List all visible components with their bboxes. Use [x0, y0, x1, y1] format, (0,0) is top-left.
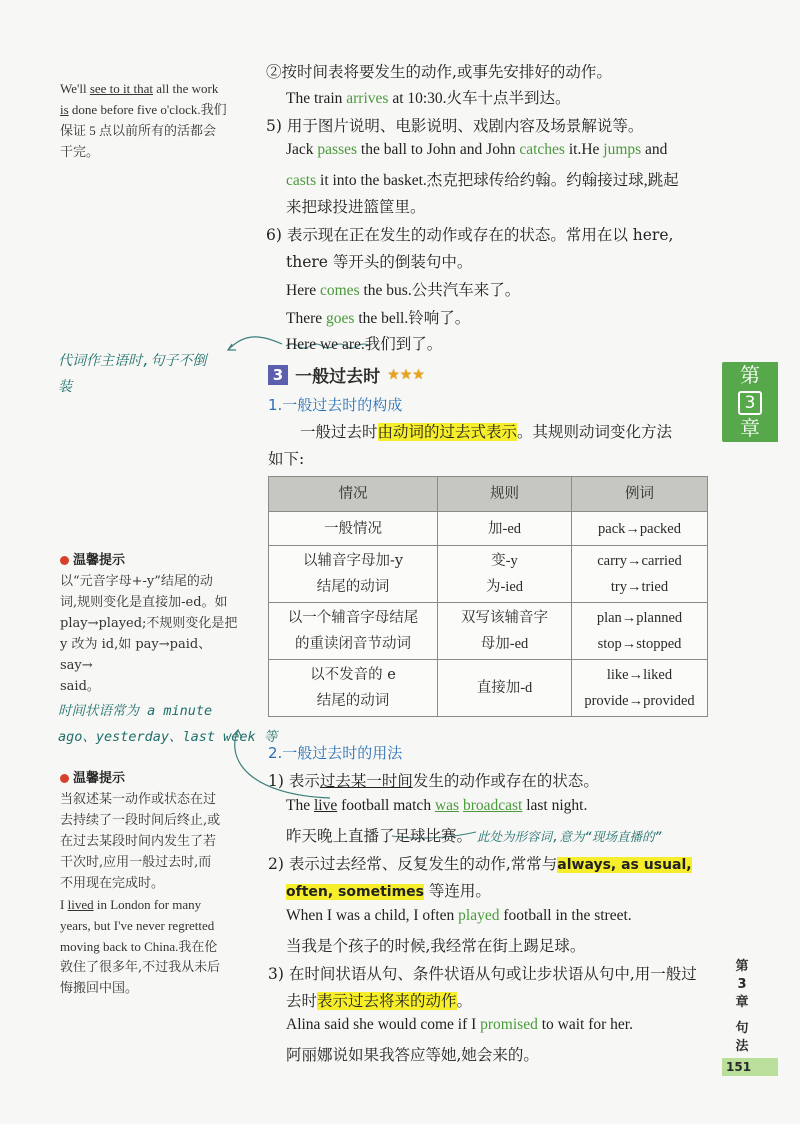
usage-2-line2: often, sometimes 等连用。 — [286, 882, 491, 900]
table-row — [269, 660, 708, 717]
rule-5-example-line3: 来把球投进篮筐里。 — [286, 198, 426, 216]
table-cell-rule: 双写该辅音字 母加-ed — [438, 603, 572, 660]
usage-3-line2: 去时表示过去将来的动作。 — [286, 992, 473, 1010]
rule-2-title: ②按时间表将要发生的动作,或事先安排好的动作。 — [266, 63, 612, 81]
rule-6-example1: Here comes the bus.公共汽车来了。 — [286, 282, 521, 299]
usage-2-example: When I was a child, I often played football in the street. — [286, 907, 632, 924]
regular-verb-rules-table — [268, 476, 708, 717]
rule-5-title: 5) 用于图片说明、电影说明、戏剧内容及场景解说等。 — [266, 117, 644, 135]
table-row — [269, 603, 708, 660]
rule-6-line2: there 等开头的倒装句中。 — [286, 253, 473, 271]
page-number: 151 — [722, 1058, 778, 1076]
section-3-intro: 一般过去时由动词的过去式表示。其规则动词变化方法 — [300, 423, 673, 441]
rule-5-example-line2: casts it into the basket.杰克把球传给约翰。约翰接过球,跳起 — [286, 172, 679, 189]
table-cell-example: carry→carried try→tried — [572, 546, 708, 603]
table-cell-case: 以一个辅音字母结尾 的重读闭音节动词 — [269, 603, 438, 660]
difficulty-stars: ★★★ — [387, 366, 425, 383]
table-cell-rule: 加-ed — [438, 512, 572, 546]
table-cell-rule: 变-y 为-ied — [438, 546, 572, 603]
rule-6-example2: There goes the bell.铃响了。 — [286, 310, 471, 327]
handnote-inverted: 代词作主语时,句子不倒 装 — [58, 353, 207, 395]
table-cell-case: 一般情况 — [269, 512, 438, 546]
usage-1-title: 1) 表示过去某一时间发生的动作或存在的状态。 — [268, 772, 599, 790]
subsection-1-title: 1.一般过去时的构成 — [268, 396, 403, 414]
section-3-intro-cont: 如下: — [268, 450, 305, 468]
section-title: 一般过去时 — [295, 367, 381, 387]
rule-2-example: The train arrives at 10:30.火车十点半到达。 — [286, 90, 571, 107]
rule-6-line1: 6) 表示现在正在发生的动作或存在的状态。常用在以 here, — [266, 226, 674, 244]
usage-2-line1: 2) 表示过去经常、反复发生的动作,常常与always, as usual, — [268, 855, 692, 873]
table-cell-example: like→liked provide→provided — [572, 660, 708, 717]
usage-1-translation: 昨天晚上直播了足球比赛。 此处为形容词,意为“现场直播的” — [286, 827, 663, 845]
tip-box-1: 温馨提示 以“元音字母+-y”结尾的动 词,规则变化是直接加-ed。如 play→played;不规则变化是把 y 改为 id,如 pay→paid、say→ said。 — [60, 553, 238, 694]
table-row — [269, 512, 708, 546]
table-cell-example: plan→planned stop→stopped — [572, 603, 708, 660]
chapter-tab: 第 3 章 — [722, 362, 778, 442]
usage-3-translation: 阿丽娜说如果我答应等她,她会来的。 — [286, 1046, 539, 1064]
table-header-row — [269, 477, 708, 512]
handnote-live-meaning: 此处为形容词,意为“现场直播的” — [476, 829, 663, 844]
section-3-header — [268, 362, 425, 387]
rule-5-example-line1: Jack passes the ball to John and John catches it.He jumps and — [286, 141, 668, 158]
table-cell-example: pack→packed — [572, 512, 708, 546]
section-number-badge: 3 — [268, 365, 288, 385]
table-header: 规则 — [438, 477, 572, 512]
tip-box-2: 温馨提示 当叙述某一动作或状态在过 去持续了一段时间后终止,或 在过去某段时间内发生了若 干次时,应用一般过去时,而 不用现在完成时。 I lived in London for many years, but I've never regretted moving back to China.我在伦 敦住了很多年,不过我从未后 悔搬回中国。 — [60, 771, 221, 996]
usage-3-example: Alina said she would come if I promised to wait for her. — [286, 1016, 633, 1033]
rule-6-example3: Here we are.我们到了。 — [286, 336, 443, 353]
usage-3-line1: 3) 在时间状语从句、条件状语从句或让步状语从句中,用一般过 — [268, 965, 697, 983]
table-row — [269, 546, 708, 603]
table-cell-case: 以辅音字母加-y 结尾的动词 — [269, 546, 438, 603]
side-chapter-label: 第 3 章 句 法 — [735, 959, 749, 1054]
table-cell-rule: 直接加-d — [438, 660, 572, 717]
usage-2-translation: 当我是个孩子的时候,我经常在街上踢足球。 — [286, 937, 586, 955]
table-header: 情况 — [269, 477, 438, 512]
side-example: We'll see to it that all the work is done before five o'clock.我们 保证 5 点以前所有的活都会 干完。 — [60, 81, 227, 159]
handnote-time-adverbials: 时间状语常为 a minute ago、yesterday、last week 等 — [58, 703, 278, 745]
table-cell-case: 以不发音的 e 结尾的动词 — [269, 660, 438, 717]
subsection-2-title: 2.一般过去时的用法 — [268, 744, 403, 762]
usage-1-example: The live football match was broadcast last night. — [286, 797, 588, 814]
table-header: 例词 — [572, 477, 708, 512]
